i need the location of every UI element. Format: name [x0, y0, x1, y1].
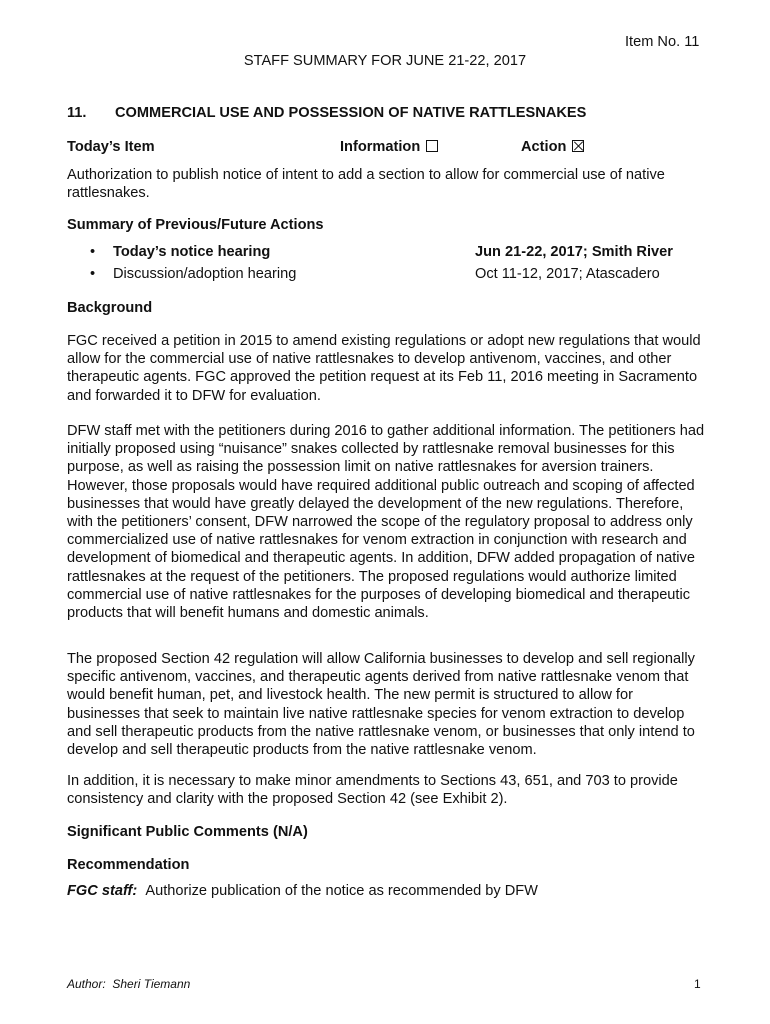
list-item: [90, 266, 690, 284]
action-date: Jun 21-22, 2017; Smith River: [475, 244, 673, 260]
action-label: Discussion/adoption hearing: [113, 266, 297, 282]
recommendation-line: [67, 883, 538, 899]
action-label: Action: [521, 139, 567, 155]
page-number: 1: [694, 977, 701, 991]
recommendation-text: Authorize publication of the notice as recommended by DFW: [145, 883, 538, 899]
action-label: Today’s notice hearing: [113, 244, 271, 260]
background-paragraph-4: In addition, it is necessary to make minor amendments to Sections 43, 651, and 703 to provide consistency and clarity with the proposed Section 42 (see Exhibit 2).: [67, 773, 678, 808]
background-heading: Background: [67, 300, 153, 316]
bullet-icon: •: [90, 266, 96, 282]
background-paragraph-3: The proposed Section 42 regulation will allow California businesses to develop and sell regionally specific antivenom, vaccines, and therapeutic agents derived from native rattlesnake venom that would benefit human, pet, and livestock health. The new permit is structured to allow for businesses that seek to maintain live native rattlesnake species for venom extraction to develop and sell therapeutic products from the native rattlesnake venom, or businesses that only intend to develop and sell therapeutic products from the native rattlesnake venom.: [67, 651, 695, 759]
background-paragraph-1: FGC received a petition in 2015 to amend existing regulations or adopt new regulations that would allow for the commercial use of native rattlesnakes to develop antivenom, vaccines, and other therapeutic agents. FGC approved the petition request at its Feb 11, 2016 meeting in Sacramento and forwarded it to DFW for evaluation.: [67, 333, 701, 404]
summary-actions-heading: Summary of Previous/Future Actions: [67, 217, 324, 233]
information-checkbox-icon: [426, 140, 438, 152]
bullet-icon: •: [90, 244, 96, 260]
recommendation-heading: Recommendation: [67, 857, 190, 873]
staff-summary-title: STAFF SUMMARY FOR JUNE 21-22, 2017: [243, 53, 527, 69]
author-line: Author: Sheri Tiemann: [67, 977, 191, 991]
information-option: [340, 139, 438, 155]
action-checkbox-icon: [572, 140, 584, 152]
author-name: Sheri Tiemann: [112, 977, 191, 991]
author-label: Author: [67, 977, 103, 991]
action-date: Oct 11-12, 2017; Atascadero: [475, 266, 660, 282]
todays-item-description: Authorization to publish notice of intent to add a section to allow for commercial use of native rattlesnakes.: [67, 167, 665, 202]
item-title: COMMERCIAL USE AND POSSESSION OF NATIVE RATTLESNAKES: [115, 105, 587, 121]
todays-item-heading: Today’s Item: [67, 139, 155, 155]
item-number: 11.: [67, 105, 87, 121]
action-option: [521, 139, 584, 155]
information-label: Information: [340, 139, 421, 155]
fgc-staff-label: FGC staff:: [67, 883, 138, 899]
background-paragraph-2: DFW staff met with the petitioners during 2016 to gather additional information. The petitioners had initially proposed using “nuisance” snakes collected by rattlesnake removal businesses for this purpose, as well as raising the possession limit on native rattlesnakes for aversion trainers. However, those proposals would have required additional public outreach and scoping of affected businesses that would have greatly delayed the development of the new regulations. Therefore, with the petitioners’ consent, DFW narrowed the scope of the regulatory proposal to address only commercialized use of native rattlesnakes for venom extraction in conjunction with research and development of biomedical and therapeutic agents. In addition, DFW added propagation of native rattlesnakes at the request of the petitioners. The proposed regulations would authorize limited commercial use of native rattlesnakes for the purposes of developing biomedical and therapeutic products that will benefit humans and domestic animals.: [67, 423, 705, 622]
list-item: [90, 244, 690, 262]
public-comments-heading: Significant Public Comments (N/A): [67, 824, 308, 840]
item-number-label: Item No. 11: [625, 34, 700, 50]
